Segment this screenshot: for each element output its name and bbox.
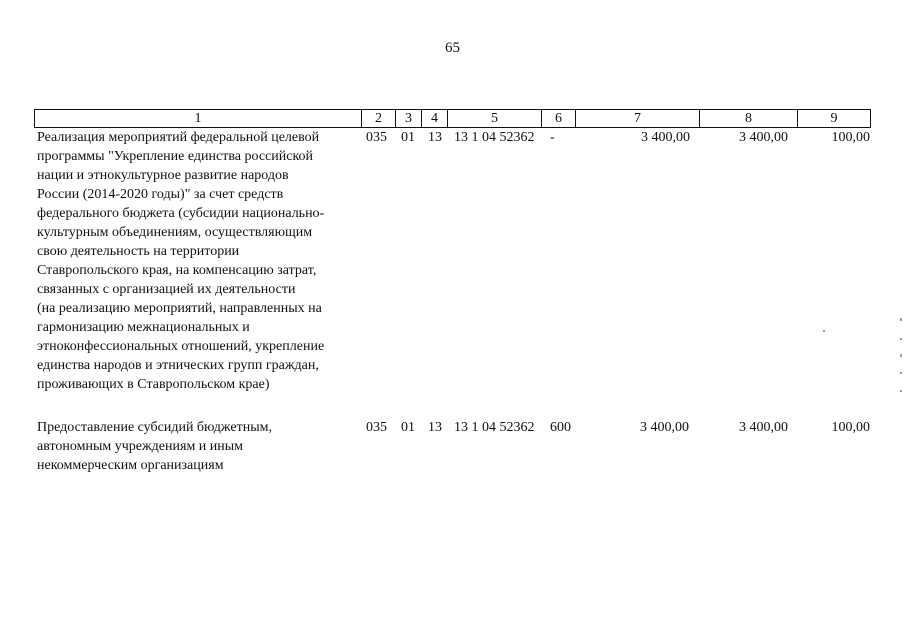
scan-speck <box>900 390 902 392</box>
description-line: Ставропольского края, на компенсацию затрат, <box>37 263 317 278</box>
description-line: (на реализацию мероприятий, направленных на <box>37 301 322 316</box>
column-header-row <box>34 109 871 128</box>
column-header-9: 9 <box>798 110 871 128</box>
row-section-code: 01 <box>401 130 415 145</box>
column-header-2: 2 <box>362 110 396 128</box>
description-line: России (2014-2020 годы)" за счет средств <box>37 187 284 202</box>
row-section-code: 01 <box>401 420 415 435</box>
description-line: нации и этнокультурное развитие народов <box>37 168 289 183</box>
column-header-8: 8 <box>700 110 798 128</box>
description-line: проживающих в Ставропольском крае) <box>37 377 270 392</box>
row-amount-col7: 3 400,00 <box>641 130 690 145</box>
row-amount-col8: 3 400,00 <box>739 130 788 145</box>
description-line: Предоставление субсидий бюджетным, <box>37 420 273 435</box>
description-line: автономным учреждениям и иным <box>37 439 244 454</box>
row-description <box>37 418 362 475</box>
row-amount-col7: 3 400,00 <box>640 420 689 435</box>
description-line: этноконфессиональных отношений, укрепление <box>37 339 325 354</box>
scan-speck <box>900 372 902 374</box>
row-expense-type: 600 <box>550 420 571 435</box>
row-percent-col9: 100,00 <box>831 130 870 145</box>
description-line: Реализация мероприятий федеральной целевой <box>37 130 320 145</box>
row-subsection-code: 13 <box>428 130 442 145</box>
column-header-5: 5 <box>448 110 542 128</box>
row-ministry-code: 035 <box>366 420 387 435</box>
description-line: некоммерческим организациям <box>37 458 224 473</box>
description-line: единства народов и этнических групп граждан, <box>37 358 319 373</box>
column-header-6: 6 <box>542 110 576 128</box>
description-line: свою деятельность на территории <box>37 244 240 259</box>
row-amount-col8: 3 400,00 <box>739 420 788 435</box>
description-line: гармонизацию межнациональных и <box>37 320 250 335</box>
column-header-4: 4 <box>422 110 448 128</box>
page-number: 65 <box>445 40 460 56</box>
scan-speck <box>900 318 902 321</box>
row-expense-type: - <box>550 130 555 145</box>
scan-speck <box>823 330 825 332</box>
scan-speck <box>900 354 902 357</box>
scan-speck <box>900 338 902 340</box>
column-header-1: 1 <box>35 110 362 128</box>
row-subsection-code: 13 <box>428 420 442 435</box>
row-description <box>37 128 362 394</box>
description-line: связанных с организацией их деятельности <box>37 282 296 297</box>
row-target-article: 13 1 04 52362 <box>454 420 535 435</box>
description-line: программы "Укрепление единства российской <box>37 149 314 164</box>
row-percent-col9: 100,00 <box>831 420 870 435</box>
column-header-7: 7 <box>576 110 700 128</box>
column-header-3: 3 <box>396 110 422 128</box>
description-line: федерального бюджета (субсидии национально- <box>37 206 325 221</box>
row-ministry-code: 035 <box>366 130 387 145</box>
description-line: культурным объединениям, осуществляющим <box>37 225 313 240</box>
row-target-article: 13 1 04 52362 <box>454 130 535 145</box>
